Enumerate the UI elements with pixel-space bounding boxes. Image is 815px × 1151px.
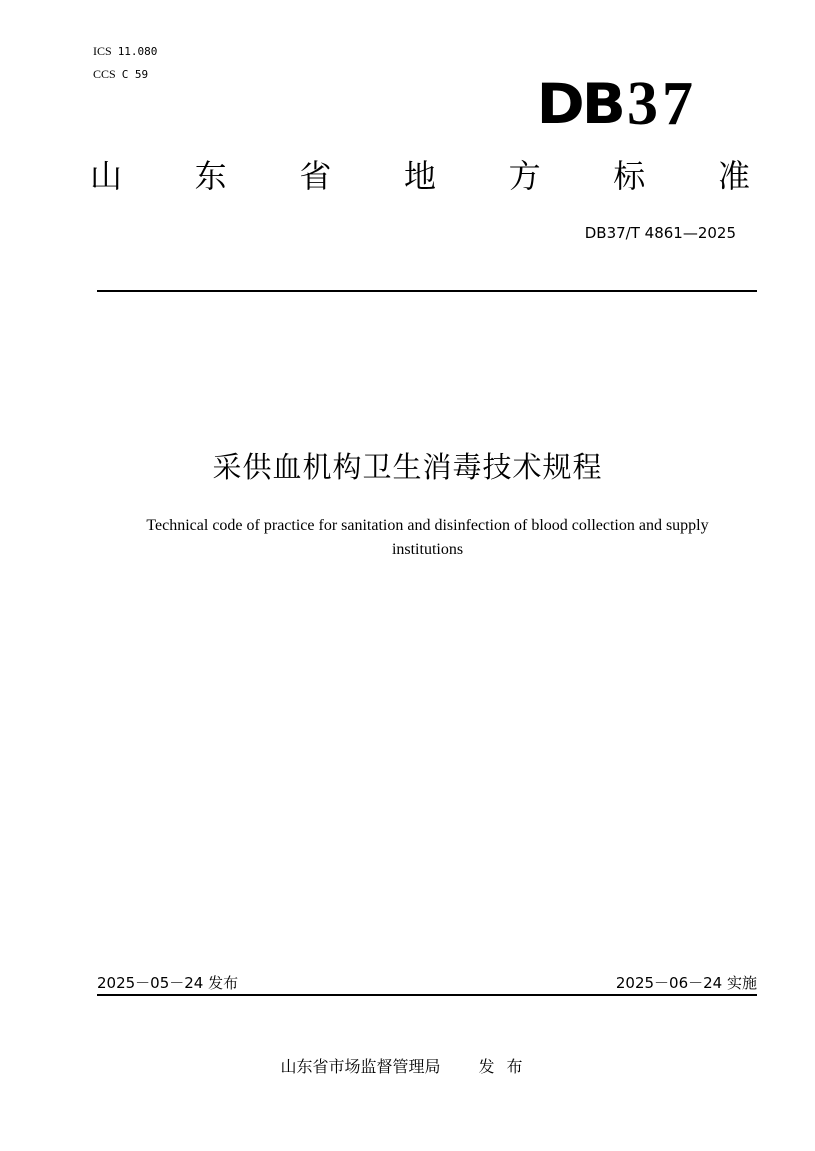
date-row [97,972,757,993]
ccs-code [93,63,157,86]
document-title-chinese: 采供血机构卫生消毒技术规程 [212,450,603,484]
bottom-divider [97,994,757,996]
document-title-english: Technical code of practice for sanitation and disinfection of blood collection and supply institutions [146,517,709,558]
standard-type-heading [90,156,750,196]
standard-type-char: 山 [90,157,123,195]
publish-date: 2025－05－24 发布 [97,974,239,992]
issuing-organization: 山东省市场监督管理局 [280,1057,441,1076]
standard-type-char: 标 [613,157,646,195]
ics-code [93,40,157,63]
issuer-line [0,1054,815,1077]
ics-label: ICS [93,44,112,58]
logo-number: 37 [627,70,697,138]
classification-codes [93,40,157,86]
standard-type-char: 地 [403,157,436,195]
ics-value: 11.080 [117,45,158,58]
db37-logo [536,70,697,138]
standard-type-char: 省 [299,157,332,195]
ccs-value: C 59 [121,68,149,81]
standard-type-char: 东 [194,157,227,195]
standard-type-char: 准 [717,157,750,195]
logo-prefix: DB [536,71,623,137]
issue-action: 发布 [478,1057,535,1076]
implement-date: 2025－06－24 实施 [615,974,757,992]
standard-number: DB37/T 4861—2025 [584,224,736,242]
top-divider [97,290,757,292]
standard-type-char: 方 [508,157,541,195]
ccs-label: CCS [93,67,116,81]
